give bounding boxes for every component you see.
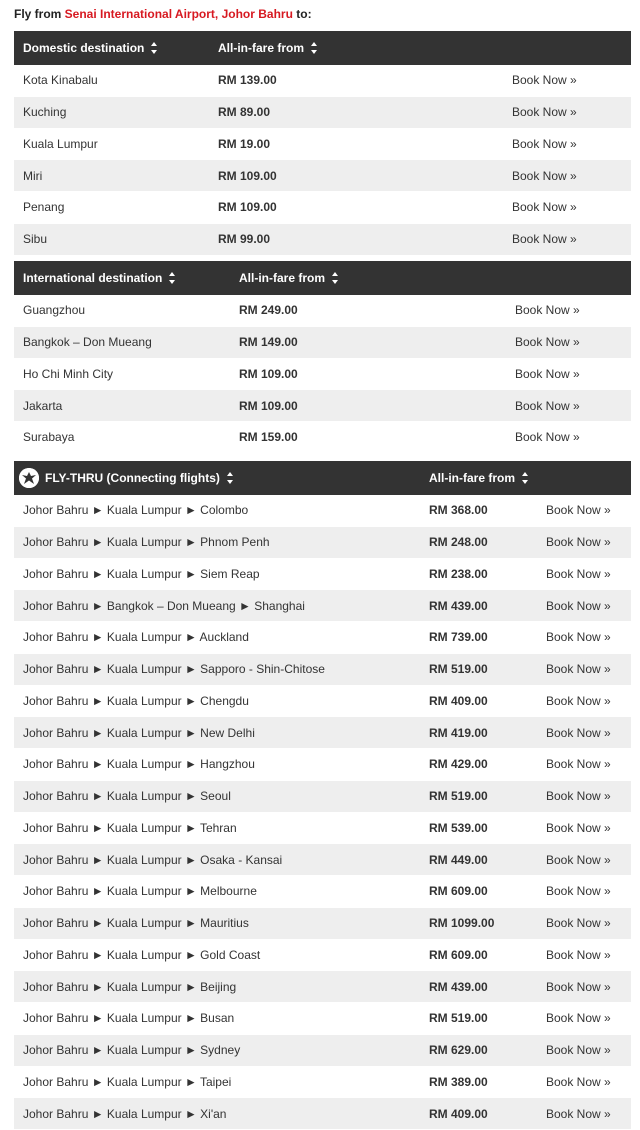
destination-cell: Johor Bahru ► Kuala Lumpur ► Hangzhou	[14, 749, 429, 781]
table-header-row	[14, 261, 631, 295]
fare-cell: RM 109.00	[218, 192, 512, 224]
destination-cell: Johor Bahru ► Kuala Lumpur ► Sydney	[14, 1034, 429, 1066]
book-now-link[interactable]: Book Now »	[546, 558, 631, 590]
book-now-link[interactable]: Book Now »	[546, 939, 631, 971]
destination-cell: Johor Bahru ► Kuala Lumpur ► Osaka - Kansai	[14, 844, 429, 876]
fare-cell: RM 629.00	[429, 1034, 546, 1066]
book-now-link[interactable]: Book Now »	[546, 590, 631, 622]
table-row	[14, 1034, 631, 1066]
book-now-link[interactable]: Book Now »	[546, 876, 631, 908]
destination-cell: Guangzhou	[14, 295, 239, 326]
table-header-row	[14, 461, 631, 495]
book-now-link[interactable]: Book Now »	[515, 422, 631, 454]
book-now-link[interactable]: Book Now »	[546, 749, 631, 781]
fare-cell: RM 539.00	[429, 812, 546, 844]
heading-suffix: to:	[292, 7, 312, 21]
book-now-link[interactable]: Book Now »	[546, 812, 631, 844]
book-now-link[interactable]: Book Now »	[546, 685, 631, 717]
table-row	[14, 844, 631, 876]
destination-cell: Johor Bahru ► Kuala Lumpur ► Tehran	[14, 812, 429, 844]
fare-cell: RM 238.00	[429, 558, 546, 590]
fare-cell: RM 409.00	[429, 685, 546, 717]
book-now-link[interactable]: Book Now »	[546, 717, 631, 749]
book-now-link[interactable]: Book Now »	[546, 1034, 631, 1066]
fare-cell: RM 109.00	[239, 390, 515, 422]
sort-arrows-icon	[169, 272, 176, 284]
table-row	[14, 390, 631, 422]
column-header-label: Domestic destination	[23, 41, 145, 55]
fare-cell: RM 519.00	[429, 780, 546, 812]
column-header-label: International destination	[23, 271, 163, 285]
fare-cell: RM 109.00	[218, 160, 512, 192]
destination-cell: Miri	[14, 160, 218, 192]
page-heading	[14, 7, 312, 21]
destination-cell: Sibu	[14, 223, 218, 255]
book-now-link[interactable]: Book Now »	[546, 780, 631, 812]
destination-cell: Johor Bahru ► Kuala Lumpur ► Seoul	[14, 780, 429, 812]
destination-cell: Penang	[14, 192, 218, 224]
destination-cell: Surabaya	[14, 422, 239, 454]
sort-flythru-destination[interactable]	[14, 461, 429, 495]
book-now-link[interactable]: Book Now »	[512, 160, 631, 192]
book-now-link[interactable]: Book Now »	[512, 65, 631, 96]
column-header-label: FLY-THRU (Connecting flights)	[45, 471, 220, 485]
fare-cell: RM 439.00	[429, 590, 546, 622]
fare-cell: RM 159.00	[239, 422, 515, 454]
fare-cell: RM 519.00	[429, 1003, 546, 1035]
table-row	[14, 558, 631, 590]
sort-international-destination[interactable]	[14, 261, 239, 295]
destination-cell: Kota Kinabalu	[14, 65, 218, 96]
table-row	[14, 812, 631, 844]
international-fares-table	[14, 261, 631, 454]
table-header-row	[14, 31, 631, 65]
table-row	[14, 907, 631, 939]
fare-cell: RM 609.00	[429, 939, 546, 971]
sort-arrows-icon	[332, 272, 339, 284]
destination-cell: Johor Bahru ► Kuala Lumpur ► Siem Reap	[14, 558, 429, 590]
sort-domestic-fare[interactable]	[218, 31, 512, 65]
sort-arrows-icon	[522, 472, 529, 484]
book-now-link[interactable]: Book Now »	[515, 390, 631, 422]
table-row	[14, 1003, 631, 1035]
table-row	[14, 192, 631, 224]
fare-cell: RM 109.00	[239, 358, 515, 390]
column-header-label: All-in-fare from	[239, 271, 326, 285]
book-now-link[interactable]: Book Now »	[546, 495, 631, 526]
destination-cell: Johor Bahru ► Kuala Lumpur ► Mauritius	[14, 907, 429, 939]
fare-cell: RM 429.00	[429, 749, 546, 781]
table-row	[14, 749, 631, 781]
book-now-link[interactable]: Book Now »	[546, 907, 631, 939]
destination-cell: Bangkok – Don Mueang	[14, 326, 239, 358]
destination-cell: Jakarta	[14, 390, 239, 422]
book-now-link[interactable]: Book Now »	[515, 295, 631, 326]
table-row	[14, 876, 631, 908]
domestic-rows	[14, 65, 631, 255]
destination-cell: Johor Bahru ► Kuala Lumpur ► Phnom Penh	[14, 526, 429, 558]
table-row	[14, 1098, 631, 1130]
table-row	[14, 526, 631, 558]
heading-prefix: Fly from	[14, 7, 65, 21]
destination-cell: Johor Bahru ► Kuala Lumpur ► Beijing	[14, 971, 429, 1003]
table-row	[14, 1066, 631, 1098]
fare-cell: RM 389.00	[429, 1066, 546, 1098]
table-row	[14, 96, 631, 128]
table-row	[14, 590, 631, 622]
book-now-link[interactable]: Book Now »	[546, 844, 631, 876]
fare-cell: RM 409.00	[429, 1098, 546, 1130]
flythru-rows	[14, 495, 631, 1130]
origin-airport: Senai International Airport, Johor Bahru	[64, 7, 293, 21]
table-row	[14, 65, 631, 96]
sort-flythru-fare[interactable]	[429, 461, 546, 495]
destination-cell: Kuching	[14, 96, 218, 128]
destination-cell: Johor Bahru ► Kuala Lumpur ► Sapporo - Shin-Chitose	[14, 653, 429, 685]
fare-cell: RM 89.00	[218, 96, 512, 128]
destination-cell: Johor Bahru ► Kuala Lumpur ► Gold Coast	[14, 939, 429, 971]
header-spacer	[546, 461, 631, 495]
table-row	[14, 160, 631, 192]
table-row	[14, 223, 631, 255]
fly-thru-logo-icon	[19, 468, 39, 488]
destination-cell: Ho Chi Minh City	[14, 358, 239, 390]
table-row	[14, 780, 631, 812]
sort-arrows-icon	[151, 42, 158, 54]
destination-cell: Johor Bahru ► Bangkok – Don Mueang ► Shanghai	[14, 590, 429, 622]
fare-cell: RM 248.00	[429, 526, 546, 558]
destination-cell: Johor Bahru ► Kuala Lumpur ► Busan	[14, 1003, 429, 1035]
book-now-link[interactable]: Book Now »	[546, 1098, 631, 1130]
fare-cell: RM 99.00	[218, 223, 512, 255]
fare-cell: RM 249.00	[239, 295, 515, 326]
fare-cell: RM 609.00	[429, 876, 546, 908]
sort-international-fare[interactable]	[239, 261, 515, 295]
table-row	[14, 422, 631, 454]
table-row	[14, 685, 631, 717]
book-now-link[interactable]: Book Now »	[546, 1003, 631, 1035]
destination-cell: Johor Bahru ► Kuala Lumpur ► Taipei	[14, 1066, 429, 1098]
column-header-label: All-in-fare from	[218, 41, 305, 55]
destination-cell: Johor Bahru ► Kuala Lumpur ► Colombo	[14, 495, 429, 526]
destination-cell: Johor Bahru ► Kuala Lumpur ► Melbourne	[14, 876, 429, 908]
fare-cell: RM 419.00	[429, 717, 546, 749]
table-row	[14, 358, 631, 390]
book-now-link[interactable]: Book Now »	[546, 526, 631, 558]
fare-cell: RM 368.00	[429, 495, 546, 526]
book-now-link[interactable]: Book Now »	[546, 1066, 631, 1098]
fare-cell: RM 439.00	[429, 971, 546, 1003]
table-row	[14, 326, 631, 358]
header-spacer	[515, 261, 631, 295]
fare-cell: RM 149.00	[239, 326, 515, 358]
book-now-link[interactable]: Book Now »	[546, 653, 631, 685]
book-now-link[interactable]: Book Now »	[512, 96, 631, 128]
book-now-link[interactable]: Book Now »	[512, 192, 631, 224]
destination-cell: Johor Bahru ► Kuala Lumpur ► Chengdu	[14, 685, 429, 717]
destination-cell: Johor Bahru ► Kuala Lumpur ► Xi'an	[14, 1098, 429, 1130]
book-now-link[interactable]: Book Now »	[515, 358, 631, 390]
sort-arrows-icon	[227, 472, 234, 484]
fare-cell: RM 139.00	[218, 65, 512, 96]
table-row	[14, 128, 631, 160]
destination-cell: Johor Bahru ► Kuala Lumpur ► Auckland	[14, 622, 429, 654]
fare-cell: RM 19.00	[218, 128, 512, 160]
fare-cell: RM 1099.00	[429, 907, 546, 939]
international-rows	[14, 295, 631, 453]
fare-cell: RM 449.00	[429, 844, 546, 876]
fare-cell: RM 519.00	[429, 653, 546, 685]
table-row	[14, 295, 631, 326]
column-header-label: All-in-fare from	[429, 471, 516, 485]
flythru-fares-table	[14, 461, 631, 1130]
table-row	[14, 939, 631, 971]
book-now-link[interactable]: Book Now »	[546, 971, 631, 1003]
table-row	[14, 971, 631, 1003]
sort-arrows-icon	[311, 42, 318, 54]
domestic-fares-table	[14, 31, 631, 256]
header-spacer	[512, 31, 631, 65]
destination-cell: Johor Bahru ► Kuala Lumpur ► New Delhi	[14, 717, 429, 749]
sort-domestic-destination[interactable]	[14, 31, 218, 65]
table-row	[14, 717, 631, 749]
destination-cell: Kuala Lumpur	[14, 128, 218, 160]
book-now-link[interactable]: Book Now »	[515, 326, 631, 358]
table-row	[14, 622, 631, 654]
book-now-link[interactable]: Book Now »	[546, 622, 631, 654]
book-now-link[interactable]: Book Now »	[512, 223, 631, 255]
table-row	[14, 653, 631, 685]
fare-cell: RM 739.00	[429, 622, 546, 654]
table-row	[14, 495, 631, 526]
book-now-link[interactable]: Book Now »	[512, 128, 631, 160]
